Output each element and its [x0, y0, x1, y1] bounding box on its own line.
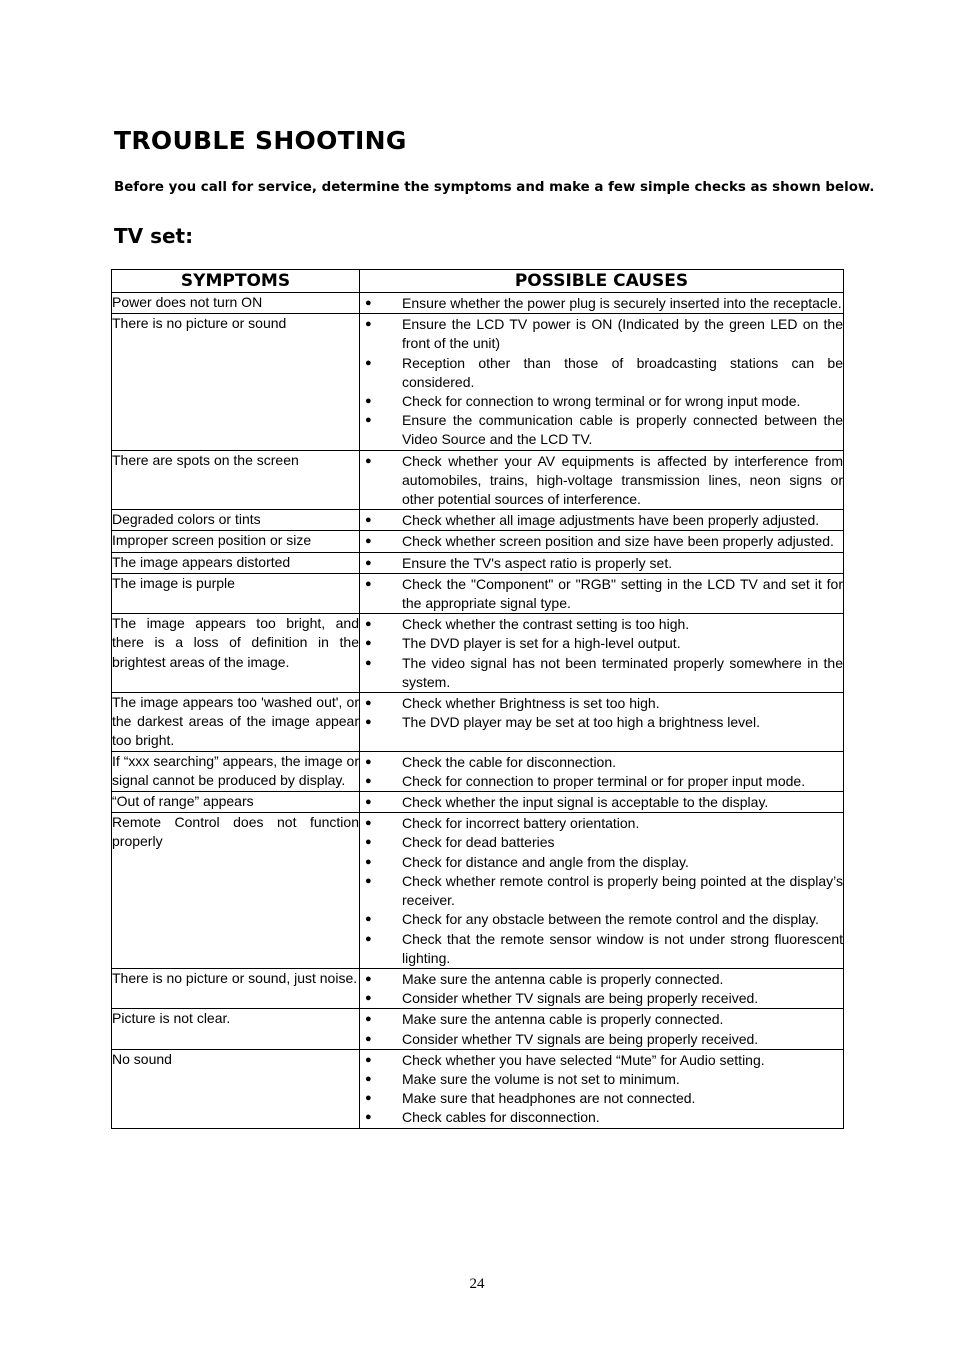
list-item	[360, 930, 843, 968]
cause-text: Check whether the input signal is acceptable to the display.	[402, 794, 769, 811]
table-row	[112, 314, 844, 450]
bullet-icon: ●	[365, 1072, 372, 1085]
causes-cell	[360, 751, 844, 791]
bullet-icon: ●	[365, 1053, 372, 1066]
list-item	[360, 910, 843, 929]
section-title: TV set:	[114, 224, 194, 248]
table-row	[112, 552, 844, 573]
bullet-icon: ●	[365, 874, 372, 887]
cause-text: Check for incorrect battery orientation.	[402, 815, 640, 832]
causes-list	[360, 1050, 843, 1128]
bullet-icon: ●	[365, 774, 372, 787]
symptom-cell: Degraded colors or tints	[112, 510, 360, 531]
cause-text: The DVD player is set for a high-level output.	[402, 635, 681, 652]
bullet-icon: ●	[365, 297, 372, 309]
table-row	[112, 813, 844, 969]
table-row	[112, 510, 844, 531]
cause-text: Check whether remote control is properly being pointed at the display’s receiver.	[402, 872, 843, 909]
symptom-cell: Power does not turn ON	[112, 293, 360, 314]
list-item	[360, 1089, 843, 1108]
causes-cell	[360, 1049, 844, 1128]
table-row	[112, 531, 844, 552]
table-row	[112, 293, 844, 314]
causes-list	[360, 693, 843, 732]
bullet-icon: ●	[365, 535, 372, 548]
symptoms-header: SYMPTOMS	[112, 270, 360, 293]
causes-list	[360, 614, 843, 692]
causes-cell	[360, 573, 844, 613]
causes-list	[360, 752, 843, 791]
symptom-cell: “Out of range” appears	[112, 792, 360, 813]
list-item	[360, 970, 843, 989]
cause-text: Check whether all image adjustments have been properly adjusted.	[402, 512, 820, 529]
list-item	[360, 1070, 843, 1089]
list-item	[360, 853, 843, 872]
table-row	[112, 968, 844, 1008]
cause-text: Check cables for disconnection.	[402, 1109, 600, 1126]
table-row	[112, 1009, 844, 1049]
list-item	[360, 833, 843, 852]
table-row	[112, 614, 844, 693]
list-item	[360, 615, 843, 634]
bullet-icon: ●	[365, 972, 372, 985]
cause-text: Reception other than those of broadcasting stations can be considered.	[402, 354, 843, 390]
causes-list	[360, 510, 843, 530]
symptom-cell: The image is purple	[112, 573, 360, 613]
bullet-icon: ●	[365, 556, 372, 569]
list-item	[360, 532, 843, 551]
bullet-icon: ●	[365, 855, 372, 868]
causes-list	[360, 969, 843, 1008]
bullet-icon: ●	[365, 454, 372, 467]
list-item	[360, 654, 843, 692]
causes-cell	[360, 1009, 844, 1049]
symptom-cell: The image appears distorted	[112, 552, 360, 573]
bullet-icon: ●	[365, 637, 372, 650]
bullet-icon: ●	[365, 796, 372, 809]
cause-text: Make sure the antenna cable is properly connected.	[402, 1011, 724, 1028]
symptom-cell: There is no picture or sound, just noise.	[112, 968, 360, 1008]
bullet-icon: ●	[365, 932, 372, 945]
cause-text: Check for connection to wrong terminal or for wrong input mode.	[402, 393, 801, 410]
cause-text: Make sure the antenna cable is properly connected.	[402, 970, 724, 987]
list-item	[360, 772, 843, 791]
bullet-icon: ●	[365, 356, 372, 369]
cause-text: Check whether Brightness is set too high.	[402, 695, 660, 712]
symptom-cell: Improper screen position or size	[112, 531, 360, 552]
list-item	[360, 554, 843, 573]
cause-text: Check whether your AV equipments is affected by interference from automobiles, trains, high-voltage transmission lines, neon signs or other potential sources of interference.	[402, 452, 843, 508]
causes-list	[360, 574, 843, 613]
symptom-cell: Remote Control does not function properly	[112, 813, 360, 969]
bullet-icon: ●	[365, 913, 372, 926]
cause-text: The DVD player may be set at too high a brightness level.	[402, 714, 760, 731]
causes-cell	[360, 293, 844, 314]
cause-text: Check for distance and angle from the display.	[402, 853, 689, 870]
causes-cell	[360, 450, 844, 510]
bullet-icon: ●	[365, 716, 372, 729]
cause-text: Ensure whether the power plug is securely inserted into the receptacle.	[402, 295, 842, 311]
symptom-cell: The image appears too 'washed out', or the darkest areas of the image appear too bright.	[112, 693, 360, 752]
causes-cell	[360, 792, 844, 813]
list-item	[360, 354, 843, 392]
causes-list	[360, 792, 843, 812]
causes-list	[360, 293, 843, 313]
causes-list	[360, 813, 843, 968]
list-item	[360, 511, 843, 530]
list-item	[360, 793, 843, 812]
table-row	[112, 751, 844, 791]
bullet-icon: ●	[365, 836, 372, 849]
causes-cell	[360, 552, 844, 573]
list-item	[360, 575, 843, 613]
bullet-icon: ●	[365, 817, 372, 830]
table-row	[112, 450, 844, 510]
list-item	[360, 392, 843, 411]
table-row	[112, 693, 844, 752]
cause-text: Check for connection to proper terminal or for proper input mode.	[402, 772, 806, 789]
list-item	[360, 1051, 843, 1070]
symptom-cell: Picture is not clear.	[112, 1009, 360, 1049]
page-title: TROUBLE SHOOTING	[114, 126, 407, 155]
bullet-icon: ●	[365, 318, 372, 331]
symptom-cell: The image appears too bright, and there is a loss of definition in the brightest areas of the image.	[112, 614, 360, 693]
list-item	[360, 872, 843, 910]
list-item	[360, 1010, 843, 1029]
causes-cell	[360, 614, 844, 693]
bullet-icon: ●	[365, 1092, 372, 1105]
list-item	[360, 294, 843, 313]
cause-text: Check whether screen position and size have been properly adjusted.	[402, 533, 834, 550]
list-item	[360, 713, 843, 732]
list-item	[360, 989, 843, 1008]
bullet-icon: ●	[365, 414, 372, 427]
bullet-icon: ●	[365, 618, 372, 631]
list-item	[360, 694, 843, 713]
causes-cell	[360, 693, 844, 752]
page-number: 24	[469, 1276, 485, 1292]
cause-text: The video signal has not been terminated properly somewhere in the system.	[402, 654, 843, 690]
list-item	[360, 452, 843, 510]
list-item	[360, 315, 843, 353]
list-item	[360, 753, 843, 772]
cause-text: Check for dead batteries	[402, 834, 555, 851]
bullet-icon: ●	[365, 514, 372, 527]
table-header-row	[112, 270, 844, 293]
table-body	[112, 293, 844, 1129]
causes-cell	[360, 968, 844, 1008]
cause-text: Check the cable for disconnection.	[402, 753, 617, 770]
list-item	[360, 411, 843, 449]
bullet-icon: ●	[365, 656, 372, 669]
cause-text: Make sure that headphones are not connected.	[402, 1090, 696, 1107]
list-item	[360, 1108, 843, 1127]
bullet-icon: ●	[365, 1032, 372, 1045]
symptom-cell: No sound	[112, 1049, 360, 1128]
symptom-cell: There are spots on the screen	[112, 450, 360, 510]
intro-text: Before you call for service, determine the symptoms and make a few simple checks as shown below.	[114, 180, 875, 195]
cause-text: Check whether you have selected “Mute” for Audio setting.	[402, 1051, 765, 1068]
bullet-icon: ●	[365, 1111, 372, 1124]
causes-list	[360, 314, 843, 449]
bullet-icon: ●	[365, 697, 372, 710]
causes-list	[360, 451, 843, 510]
causes-cell	[360, 813, 844, 969]
bullet-icon: ●	[365, 992, 372, 1005]
causes-cell	[360, 531, 844, 552]
cause-text: Check that the remote sensor window is not under strong fluorescent lighting.	[402, 930, 843, 966]
causes-list	[360, 1009, 843, 1048]
symptom-cell: If “xxx searching” appears, the image or signal cannot be produced by display.	[112, 751, 360, 791]
table-row	[112, 573, 844, 613]
table-row	[112, 792, 844, 813]
bullet-icon: ●	[365, 577, 372, 590]
bullet-icon: ●	[365, 1013, 372, 1026]
cause-text: Consider whether TV signals are being properly received.	[402, 990, 759, 1007]
causes-list	[360, 531, 843, 551]
troubleshooting-table	[111, 269, 844, 1129]
cause-text: Make sure the volume is not set to minimum.	[402, 1070, 680, 1087]
table-row	[112, 1049, 844, 1128]
cause-text: Ensure the TV's aspect ratio is properly set.	[402, 554, 673, 571]
cause-text: Check for any obstacle between the remote control and the display.	[402, 911, 819, 928]
causes-list	[360, 553, 843, 573]
causes-header: POSSIBLE CAUSES	[360, 270, 844, 293]
causes-cell	[360, 510, 844, 531]
list-item	[360, 1030, 843, 1049]
cause-text: Ensure the LCD TV power is ON (Indicated by the green LED on the front of the unit)	[402, 316, 843, 352]
list-item	[360, 634, 843, 653]
bullet-icon: ●	[365, 755, 372, 768]
cause-text: Check the "Component" or "RGB" setting in the LCD TV and set it for the appropriate signal type.	[402, 575, 843, 612]
cause-text: Check whether the contrast setting is too high.	[402, 616, 690, 633]
cause-text: Ensure the communication cable is properly connected between the Video Source and the LCD TV.	[402, 412, 843, 448]
causes-cell	[360, 314, 844, 450]
cause-text: Consider whether TV signals are being properly received.	[402, 1030, 759, 1047]
list-item	[360, 814, 843, 833]
bullet-icon: ●	[365, 395, 372, 408]
symptom-cell: There is no picture or sound	[112, 314, 360, 450]
